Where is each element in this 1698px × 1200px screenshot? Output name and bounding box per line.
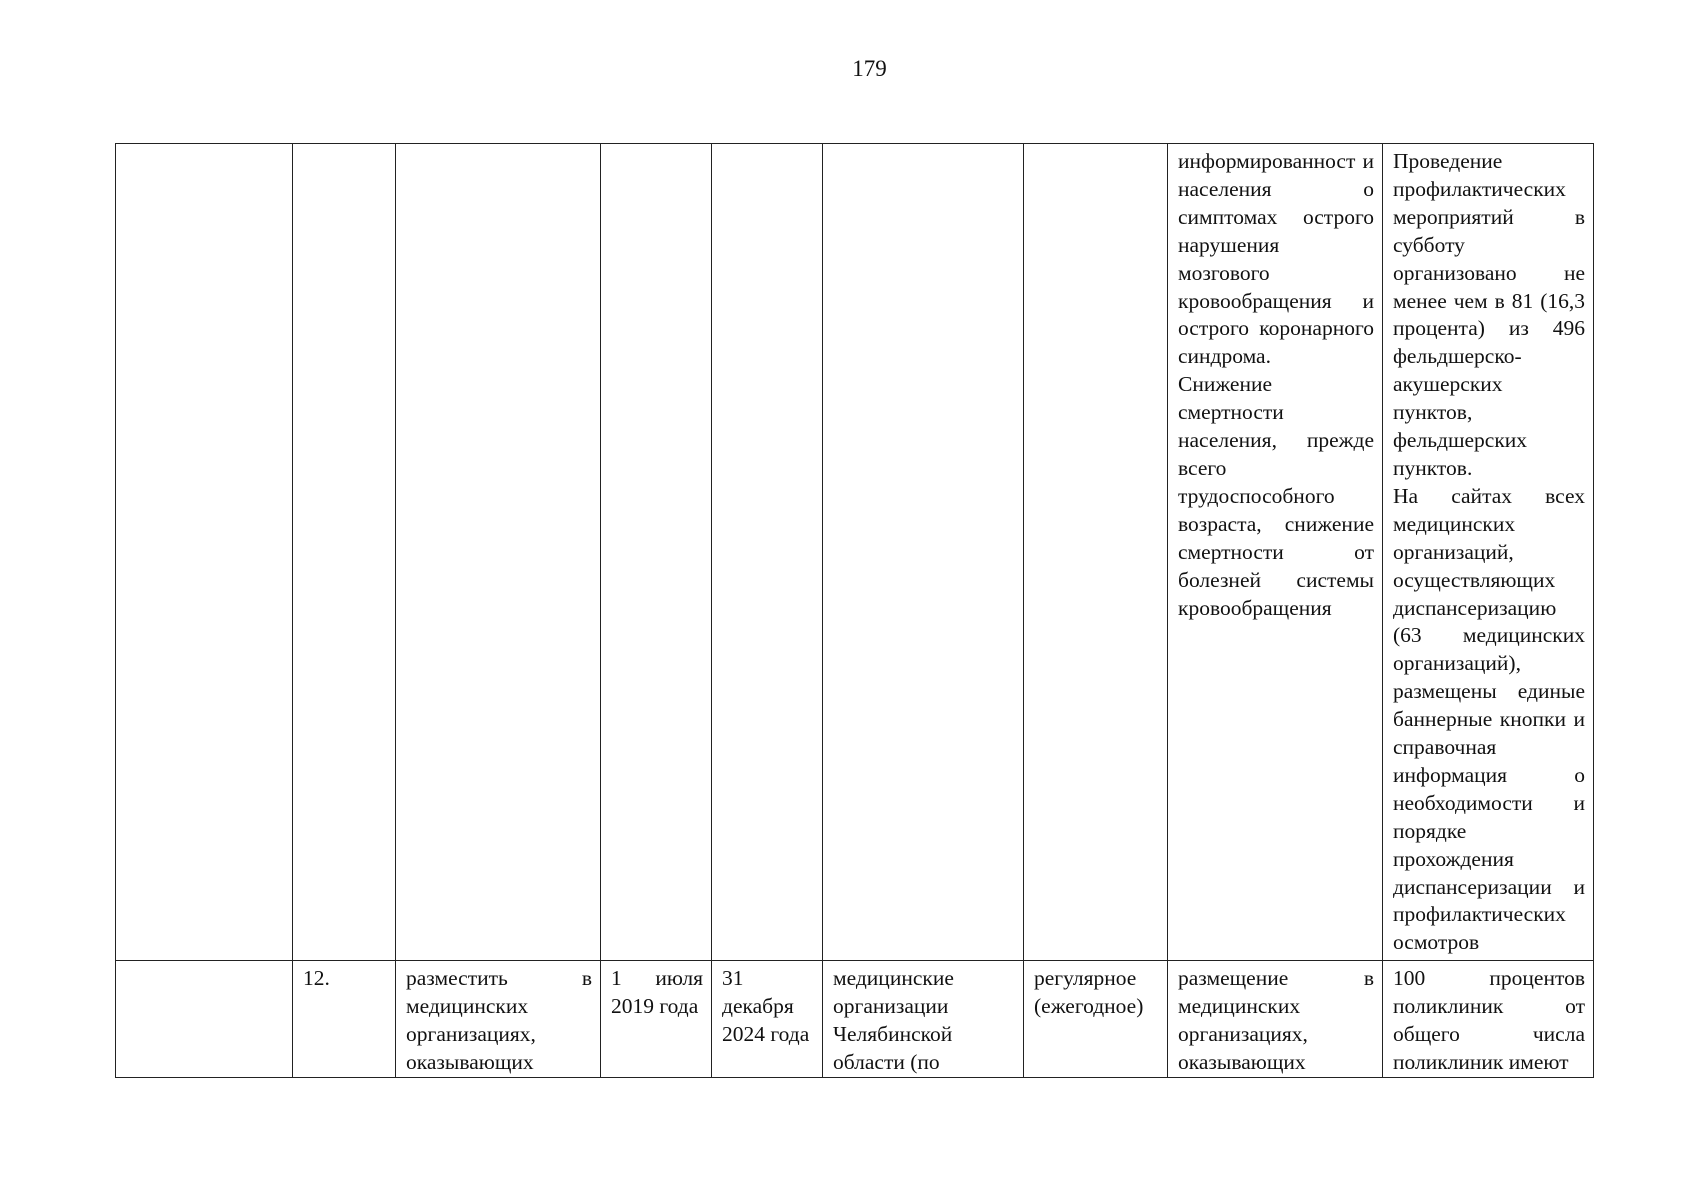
cell-indicator	[1383, 144, 1594, 961]
cell-end-date	[712, 144, 823, 961]
cell-action: разместить в медицинских организациях, оказывающих	[396, 961, 601, 1078]
cell-frequency	[1024, 144, 1168, 961]
cell-frequency: регулярное (ежегодное)	[1024, 961, 1168, 1078]
cell-end-date: 31 декабря 2024 года	[712, 961, 823, 1078]
cell-start-date	[601, 144, 712, 961]
table-row	[116, 961, 1594, 1078]
cell-result	[1168, 144, 1383, 961]
result-paragraph: информированност и населения о симптомах острого нарушения мозгового кровообращения и острого коронарного синдрома.	[1178, 149, 1374, 369]
cell-executor	[823, 144, 1024, 961]
cell-action	[396, 144, 601, 961]
cell-section	[116, 961, 293, 1078]
page-number: 179	[852, 56, 887, 81]
indicator-paragraph: На сайтах всех медицинских организаций, осуществляющих диспансеризацию (63 медицинских организаций), размещены единые баннерные кнопки и справочная информация о необходимости и порядке прохождения диспансеризации и профилактических осмотров	[1393, 483, 1585, 955]
cell-result: размещение в медицинских организациях, оказывающих	[1168, 961, 1383, 1078]
measures-table	[115, 143, 1594, 1078]
cell-start-date: 1 июля 2019 года	[601, 961, 712, 1078]
cell-section	[116, 144, 293, 961]
cell-executor: медицинские организации Челябинской области (по	[823, 961, 1024, 1078]
result-paragraph: Снижение смертности населения, прежде всего трудоспособного возраста, снижение смертности от болезней системы кровообращения	[1178, 372, 1374, 620]
indicator-paragraph: Проведение профилактических мероприятий в субботу организовано не менее чем в 81 (16,3 процента) из 496 фельдшерско-акушерских пунктов, фельдшерских пунктов.	[1393, 149, 1585, 480]
cell-indicator: 100 процентов поликлиник от общего числа поликлиник имеют	[1383, 961, 1594, 1078]
cell-number: 12.	[293, 961, 396, 1078]
table-row	[116, 144, 1594, 961]
cell-number	[293, 144, 396, 961]
